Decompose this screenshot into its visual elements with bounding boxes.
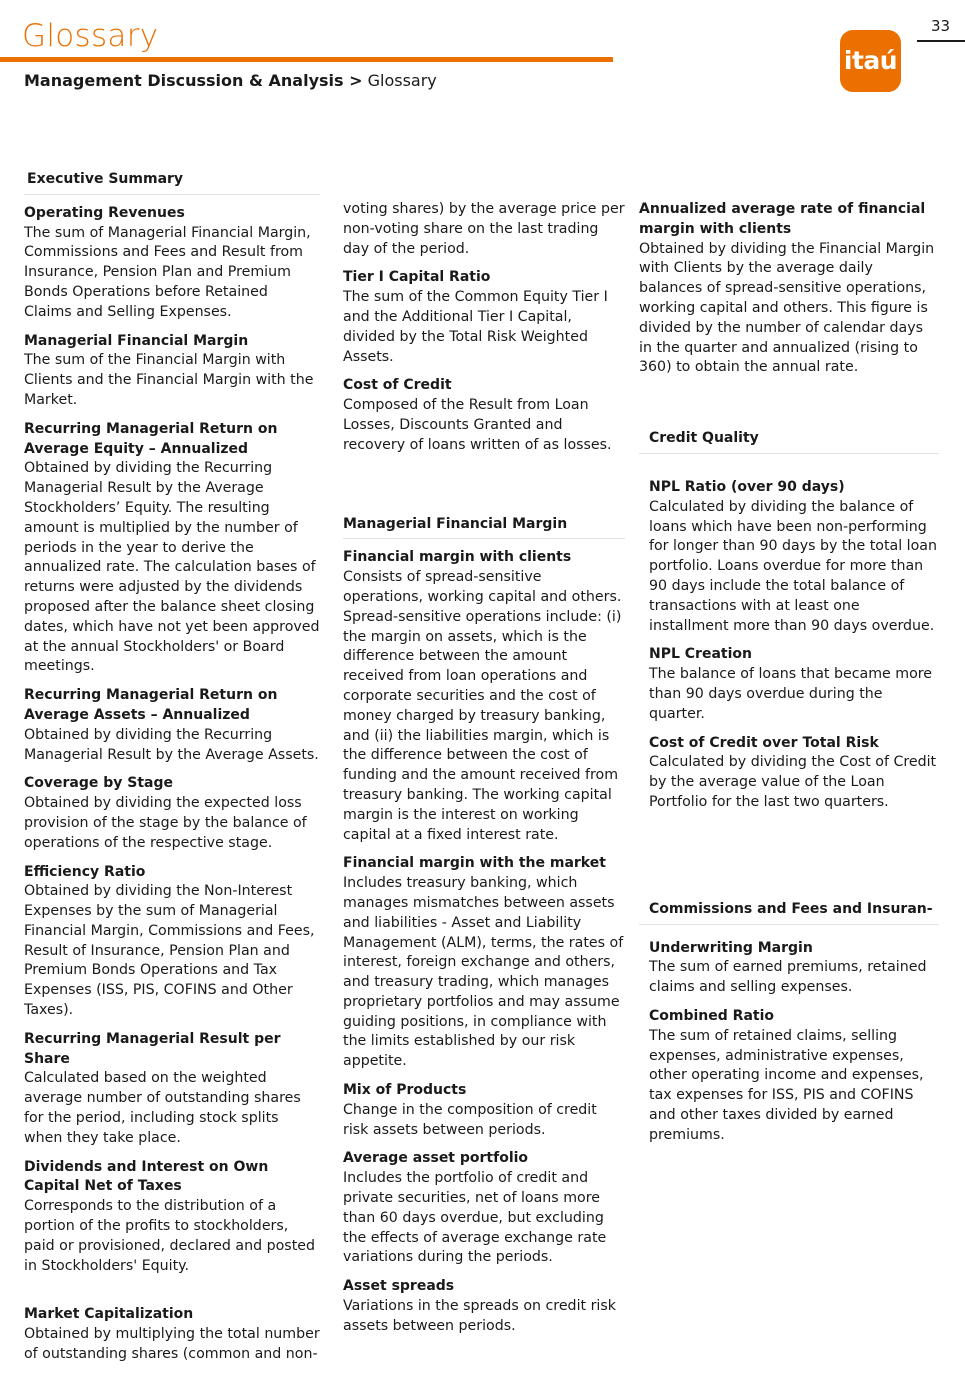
section-heading-credit-quality: Credit Quality <box>639 429 939 454</box>
glossary-definition: Includes the portfolio of credit and private securities, net of loans more than 60 days overdue, but excluding the effects of average exchange rate variations during the periods. <box>343 1170 607 1266</box>
glossary-term: Financial margin with clients <box>343 549 572 566</box>
glossary-definition: Calculated based on the weighted average number of outstanding shares for the period, including stock splits when they take place. <box>24 1070 301 1146</box>
glossary-entry <box>24 420 320 677</box>
itau-logo: itaú <box>840 30 901 92</box>
section-heading-commissions-fees-insurance: Commissions and Fees and Insuran- <box>639 900 939 925</box>
glossary-continuation: voting shares) by the average price per non-voting share on the last trading day of the period. <box>343 201 625 257</box>
glossary-definition: Change in the composition of credit risk assets between periods. <box>343 1101 597 1138</box>
glossary-definition: Calculated by dividing the balance of loans which have been non-performing for longer than 90 days by the total loan portfolio. Loans overdue for more than 90 days include the total balance of transactions with at least one installment more than 90 days overdue. <box>649 498 937 634</box>
glossary-entry <box>649 645 939 724</box>
glossary-entry <box>24 863 320 1021</box>
section-heading-managerial-financial-margin: Managerial Financial Margin <box>343 515 625 540</box>
glossary-definition: The sum of earned premiums, retained claims and selling expenses. <box>649 959 927 996</box>
glossary-term: Annualized average rate of financial margin with clients <box>639 201 926 237</box>
page-number: 33 <box>931 17 951 35</box>
glossary-term: Operating Revenues <box>24 204 185 221</box>
glossary-entry <box>343 1277 625 1336</box>
glossary-term: Efficiency Ratio <box>24 863 146 880</box>
glossary-term: Recurring Managerial Result per Share <box>24 1030 281 1067</box>
glossary-definition: Obtained by dividing the Recurring Managerial Result by the Average Stockholders’ Equity. The resulting amount is multiplied by the number of periods in the year to derive the annualized rate. The calculation bases of returns were adjusted by the dividends proposed after the balance sheet closing dates, which have not yet been approved at the annual Stockholders' or Board meetings. <box>24 460 320 675</box>
glossary-entry <box>649 478 939 636</box>
title-underline <box>0 57 613 62</box>
glossary-term: Managerial Financial Margin <box>24 332 249 349</box>
glossary-term: Average asset portfolio <box>343 1150 529 1167</box>
breadcrumb-section: Management Discussion & Analysis > <box>24 71 363 90</box>
glossary-definition: The sum of retained claims, selling expenses, administrative expenses, other operating income and expenses, tax expenses for ISS, PIS and COFINS and other taxes divided by earned premiums. <box>649 1027 924 1143</box>
glossary-entry <box>343 548 625 845</box>
glossary-entry <box>639 200 939 378</box>
glossary-term: Mix of Products <box>343 1082 467 1099</box>
glossary-definition: Obtained by dividing the Non-Interest Expenses by the sum of Managerial Financial Margin, Commissions and Fees, Result of Insurance, Pension Plan and Premium Bonds Operations and Tax Expenses (ISS, PIS, COFINS and Other Taxes). <box>24 883 315 1019</box>
glossary-term: Cost of Credit <box>343 377 452 394</box>
glossary-entry <box>343 376 625 455</box>
glossary-entry <box>343 854 625 1072</box>
credit-quality-entries <box>639 478 939 813</box>
glossary-term: NPL Ratio (over 90 days) <box>649 478 845 495</box>
glossary-definition: Obtained by dividing the Financial Margin with Clients by the average daily balances of spread-sensitive operations, working capital and others. This figure is divided by the number of calendar days in the quarter and annualized (rising to 360) to obtain the annual rate. <box>639 240 935 376</box>
glossary-term: Underwriting Margin <box>649 939 813 956</box>
breadcrumb <box>24 71 437 90</box>
glossary-entry <box>343 1149 625 1268</box>
glossary-definition: Includes treasury banking, which manages mismatches between assets and liabilities - Asset and Liability Management (ALM), terms, the rates of interest, foreign exchange and others, and treasury trading, which manages proprietary portfolios and may assume guiding positions, in compliance with the limits established by our risk appetite. <box>343 875 624 1070</box>
spacer <box>639 822 939 900</box>
glossary-entry <box>24 1030 320 1149</box>
glossary-definition: Obtained by dividing the Recurring Managerial Result by the Average Assets. <box>24 726 319 763</box>
glossary-entry <box>24 332 320 411</box>
glossary-term: Recurring Managerial Return on Average Equity – Annualized <box>24 420 278 457</box>
page-number-rule <box>917 40 965 42</box>
spacer <box>343 465 625 515</box>
glossary-definition: Composed of the Result from Loan Losses, Discounts Granted and recovery of loans written of as losses. <box>343 397 612 453</box>
glossary-entry <box>649 939 939 998</box>
glossary-definition: Variations in the spreads on credit risk assets between periods. <box>343 1298 616 1334</box>
glossary-definition: Corresponds to the distribution of a portion of the profits to stockholders, paid or provisioned, declared and posted in Stockholders' Equity. <box>24 1198 315 1274</box>
glossary-entry <box>343 268 625 367</box>
glossary-entry <box>24 1158 320 1277</box>
glossary-entry <box>24 774 320 853</box>
glossary-term: Combined Ratio <box>649 1007 774 1024</box>
glossary-definition: Calculated by dividing the Cost of Credit by the average value of the Loan Portfolio for the last two quarters. <box>649 754 937 810</box>
glossary-entry <box>343 1081 625 1140</box>
glossary-entry <box>649 734 939 813</box>
spacer <box>24 1285 320 1305</box>
glossary-term: Financial margin with the market <box>343 855 606 872</box>
breadcrumb-current: Glossary <box>362 71 437 90</box>
glossary-term: Tier I Capital Ratio <box>343 269 491 286</box>
glossary-term: Cost of Credit over Total Risk <box>649 734 879 751</box>
glossary-entry <box>24 204 320 323</box>
glossary-definition: The balance of loans that became more than 90 days overdue during the quarter. <box>649 666 933 722</box>
page-title: Glossary <box>22 18 159 54</box>
glossary-term: Market Capitalization <box>24 1306 194 1323</box>
glossary-term: Dividends and Interest on Own Capital Net of Taxes <box>24 1158 269 1195</box>
column-3 <box>639 200 939 1154</box>
commissions-entries <box>639 939 939 1146</box>
glossary-term: Recurring Managerial Return on Average Assets – Annualized <box>24 687 278 723</box>
glossary-definition: Consists of spread-sensitive operations, working capital and others. Spread-sensitive operations include: (i) the margin on assets, which is the difference between the amount received from loan operations and corporate securities and the cost of money charged by treasury banking, and (ii) the liabilities margin, which is the difference between the cost of funding and the amount received from treasury banking. The working capital margin is the interest on working capital at a fixed interest rate. <box>343 569 622 843</box>
glossary-entry <box>24 1305 320 1364</box>
glossary-definition: The sum of the Financial Margin with Clients and the Financial Margin with the Market. <box>24 352 314 408</box>
glossary-definition: Obtained by dividing the expected loss provision of the stage by the balance of operations of the respective stage. <box>24 795 307 851</box>
section-heading-executive-summary: Executive Summary <box>24 170 320 195</box>
glossary-entry <box>649 1007 939 1146</box>
glossary-definition: Obtained by multiplying the total number of outstanding shares (common and non- <box>24 1326 320 1363</box>
glossary-term: Asset spreads <box>343 1278 455 1295</box>
column-2 <box>343 200 625 1346</box>
column-1 <box>24 170 320 1374</box>
glossary-entry <box>24 686 320 765</box>
glossary-definition: The sum of Managerial Financial Margin, Commissions and Fees and Result from Insurance, Pension Plan and Premium Bonds Operations before Retained Claims and Selling Expenses. <box>24 224 311 320</box>
spacer <box>639 387 939 429</box>
glossary-definition: The sum of the Common Equity Tier I and the Additional Tier I Capital, divided by the Total Risk Weighted Assets. <box>343 289 608 365</box>
glossary-term: Coverage by Stage <box>24 775 174 792</box>
glossary-term: NPL Creation <box>649 646 752 663</box>
